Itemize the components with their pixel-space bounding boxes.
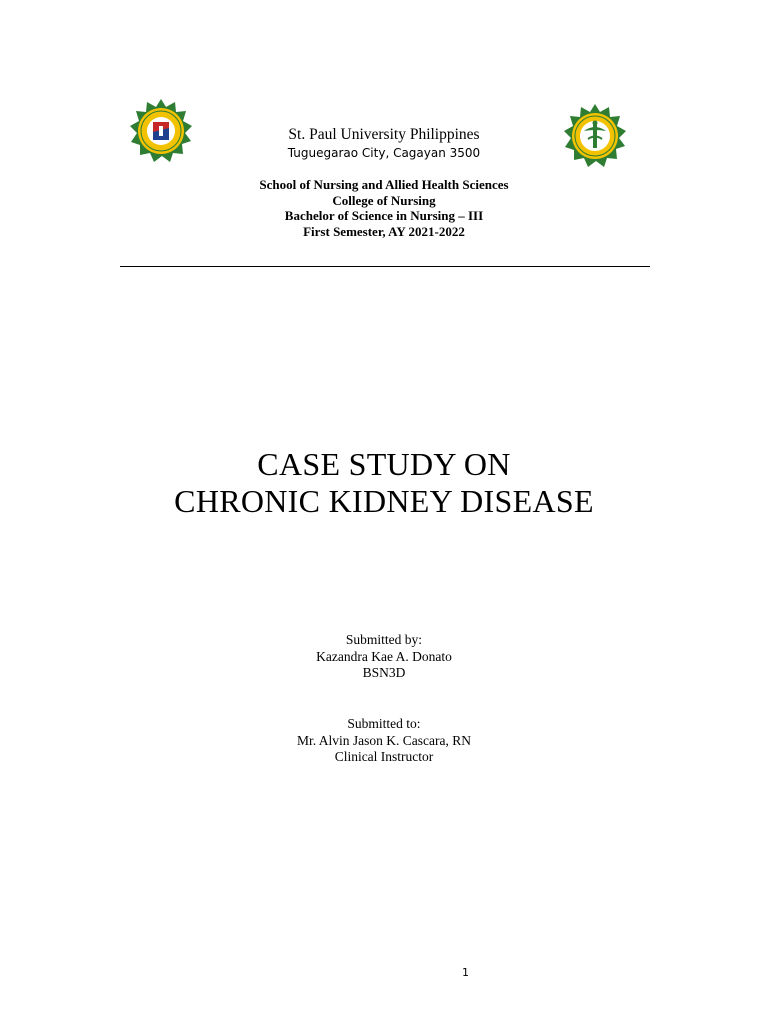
department-line: First Semester, AY 2021-2022 xyxy=(303,223,465,239)
department-line: College of Nursing xyxy=(332,192,436,208)
department-line: School of Nursing and Allied Health Sciences xyxy=(259,177,509,192)
instructor-role: Clinical Instructor xyxy=(334,749,434,764)
document-title xyxy=(0,446,768,520)
header-divider xyxy=(120,266,650,267)
department-block xyxy=(0,177,768,239)
instructor-name: Mr. Alvin Jason K. Cascara, RN xyxy=(297,732,471,748)
university-name: St. Paul University Philippines xyxy=(288,126,480,143)
submitted-by-block xyxy=(0,632,768,682)
student-name: Kazandra Kae A. Donato xyxy=(316,648,452,664)
department-line: Bachelor of Science in Nursing – III xyxy=(284,208,484,223)
title-line-2: CHRONIC KIDNEY DISEASE xyxy=(174,483,594,519)
submitted-to-label: Submitted to: xyxy=(347,716,421,731)
student-section: BSN3D xyxy=(362,665,406,680)
university-address: Tuguegarao City, Cagayan 3500 xyxy=(287,146,481,160)
title-line-1: CASE STUDY ON xyxy=(257,446,511,482)
page-number: 1 xyxy=(462,966,469,979)
submitted-to-block xyxy=(0,716,768,766)
submitted-by-label: Submitted by: xyxy=(345,632,423,647)
